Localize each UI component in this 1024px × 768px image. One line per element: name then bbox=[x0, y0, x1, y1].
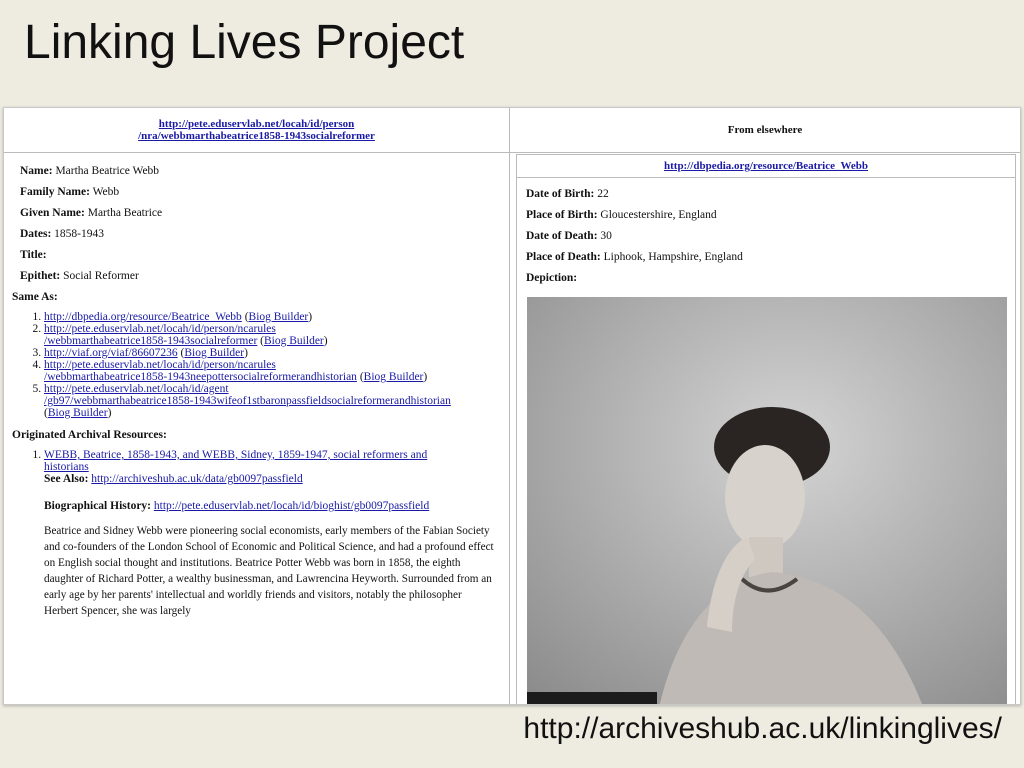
biog-builder-link[interactable]: Biog Builder bbox=[47, 407, 108, 419]
record-uri-header bbox=[4, 108, 509, 153]
elsewhere-column bbox=[510, 108, 1020, 704]
footer-url: http://archiveshub.ac.uk/linkinglives/ bbox=[523, 712, 1002, 745]
portrait-illustration bbox=[527, 297, 1007, 704]
locah-record-column bbox=[4, 108, 510, 704]
field-depiction: Depiction: bbox=[526, 272, 578, 284]
field-dates: Dates: 1858-1943 bbox=[20, 228, 105, 240]
from-elsewhere-header: From elsewhere bbox=[510, 108, 1020, 153]
field-place-of-birth: Place of Birth: Gloucestershire, England bbox=[526, 209, 717, 221]
record-uri-link-line1[interactable]: http://pete.eduservlab.net/locah/id/person bbox=[158, 118, 355, 130]
same-as-list bbox=[12, 311, 497, 419]
list-item: 1. http://dbpedia.org/resource/Beatrice_Webb (Biog Builder) bbox=[44, 311, 497, 323]
biog-builder-link[interactable]: Biog Builder bbox=[248, 311, 309, 323]
same-as-link[interactable]: http://pete.eduservlab.net/locah/id/agent bbox=[44, 383, 229, 395]
same-as-link[interactable]: http://viaf.org/viaf/86607236 bbox=[44, 347, 178, 359]
field-title: Title: bbox=[20, 249, 47, 261]
field-epithet: Epithet: Social Reformer bbox=[20, 270, 139, 282]
same-as-link[interactable]: http://pete.eduservlab.net/locah/id/person/ncarules bbox=[44, 323, 276, 335]
record-body bbox=[4, 153, 509, 619]
biog-builder-link[interactable]: Biog Builder bbox=[264, 335, 324, 347]
portrait-photo bbox=[527, 297, 1007, 704]
field-given-name: Given Name: Martha Beatrice bbox=[20, 207, 163, 219]
same-as-link[interactable]: http://pete.eduservlab.net/locah/id/person/ncarules bbox=[44, 359, 276, 371]
field-date-of-birth: Date of Birth: 22 bbox=[526, 188, 609, 200]
slide-title: Linking Lives Project bbox=[24, 16, 465, 69]
same-as-heading: Same As: bbox=[12, 291, 58, 303]
bio-history-link[interactable]: http://pete.eduservlab.net/locah/id/bioghist/gb0097passfield bbox=[153, 500, 430, 512]
resource-title-link-cont[interactable]: historians bbox=[44, 461, 89, 473]
field-name: Name: Martha Beatrice Webb bbox=[20, 165, 160, 177]
same-as-link-cont[interactable]: /webbmarthabeatrice1858-1943socialreformer bbox=[44, 335, 258, 347]
bio-history-row: Biographical History: http://pete.eduservlab.net/locah/id/bioghist/gb0097passfield bbox=[44, 500, 430, 512]
field-date-of-death: Date of Death: 30 bbox=[526, 230, 612, 242]
dbpedia-link[interactable]: http://dbpedia.org/resource/Beatrice_Webb bbox=[664, 160, 868, 172]
field-family-name: Family Name: Webb bbox=[20, 186, 120, 198]
list-item bbox=[44, 449, 497, 473]
dbpedia-header bbox=[517, 155, 1015, 178]
archival-resources-list bbox=[12, 449, 497, 473]
same-as-link-cont[interactable]: /webbmarthabeatrice1858-1943neepottersocialreformerandhistorian bbox=[44, 371, 357, 383]
same-as-link[interactable]: http://dbpedia.org/resource/Beatrice_Webb bbox=[44, 311, 242, 323]
biog-builder-link[interactable]: Biog Builder bbox=[184, 347, 245, 359]
browser-screenshot bbox=[3, 107, 1021, 705]
dbpedia-box bbox=[516, 154, 1016, 704]
resource-title-link[interactable]: WEBB, Beatrice, 1858-1943, and WEBB, Sidney, 1859-1947, social reformers and bbox=[44, 449, 428, 461]
see-also-link[interactable]: http://archiveshub.ac.uk/data/gb0097passfield bbox=[91, 473, 303, 485]
field-place-of-death: Place of Death: Liphook, Hampshire, England bbox=[526, 251, 743, 263]
bio-text: Beatrice and Sidney Webb were pioneering social economists, early members of the Fabian Society and co-founders of the London School of Economic and Political Science, and had a profound effect on English social thought and institutions. Beatrice Potter Webb was born in 1858, the eighth daughter of Richard Potter, a wealthy businessman, and Lawrencina Heyworth. Surrounded from an early age by her parents' intellectual and worldly friends and visitors, notably the philosopher Herbert Spencer, she was largely bbox=[44, 525, 494, 617]
biog-builder-link[interactable]: Biog Builder bbox=[363, 371, 424, 383]
list-item: 2. http://pete.eduservlab.net/locah/id/person/ncarules /webbmarthabeatrice1858-1943socialreformer (Biog Builder) bbox=[44, 323, 497, 347]
list-item: 4. http://pete.eduservlab.net/locah/id/person/ncarules /webbmarthabeatrice1858-1943neepottersocialreformerandhistorian (Biog Builder) bbox=[44, 359, 497, 383]
list-item: 3. http://viaf.org/viaf/86607236 (Biog Builder) bbox=[44, 347, 497, 359]
originated-heading: Originated Archival Resources: bbox=[12, 429, 167, 441]
see-also-row: See Also: http://archiveshub.ac.uk/data/gb0097passfield bbox=[44, 473, 303, 485]
record-uri-link-line2[interactable]: /nra/webbmarthabeatrice1858-1943socialreformer bbox=[138, 130, 375, 142]
list-item: 5. http://pete.eduservlab.net/locah/id/agent /gb97/webbmarthabeatrice1858-1943wifeof1stbaronpassfieldsocialreformerandhistorian (Biog Builder) bbox=[44, 383, 497, 419]
same-as-link-cont[interactable]: /gb97/webbmarthabeatrice1858-1943wifeof1stbaronpassfieldsocialreformerandhistorian bbox=[44, 395, 451, 407]
